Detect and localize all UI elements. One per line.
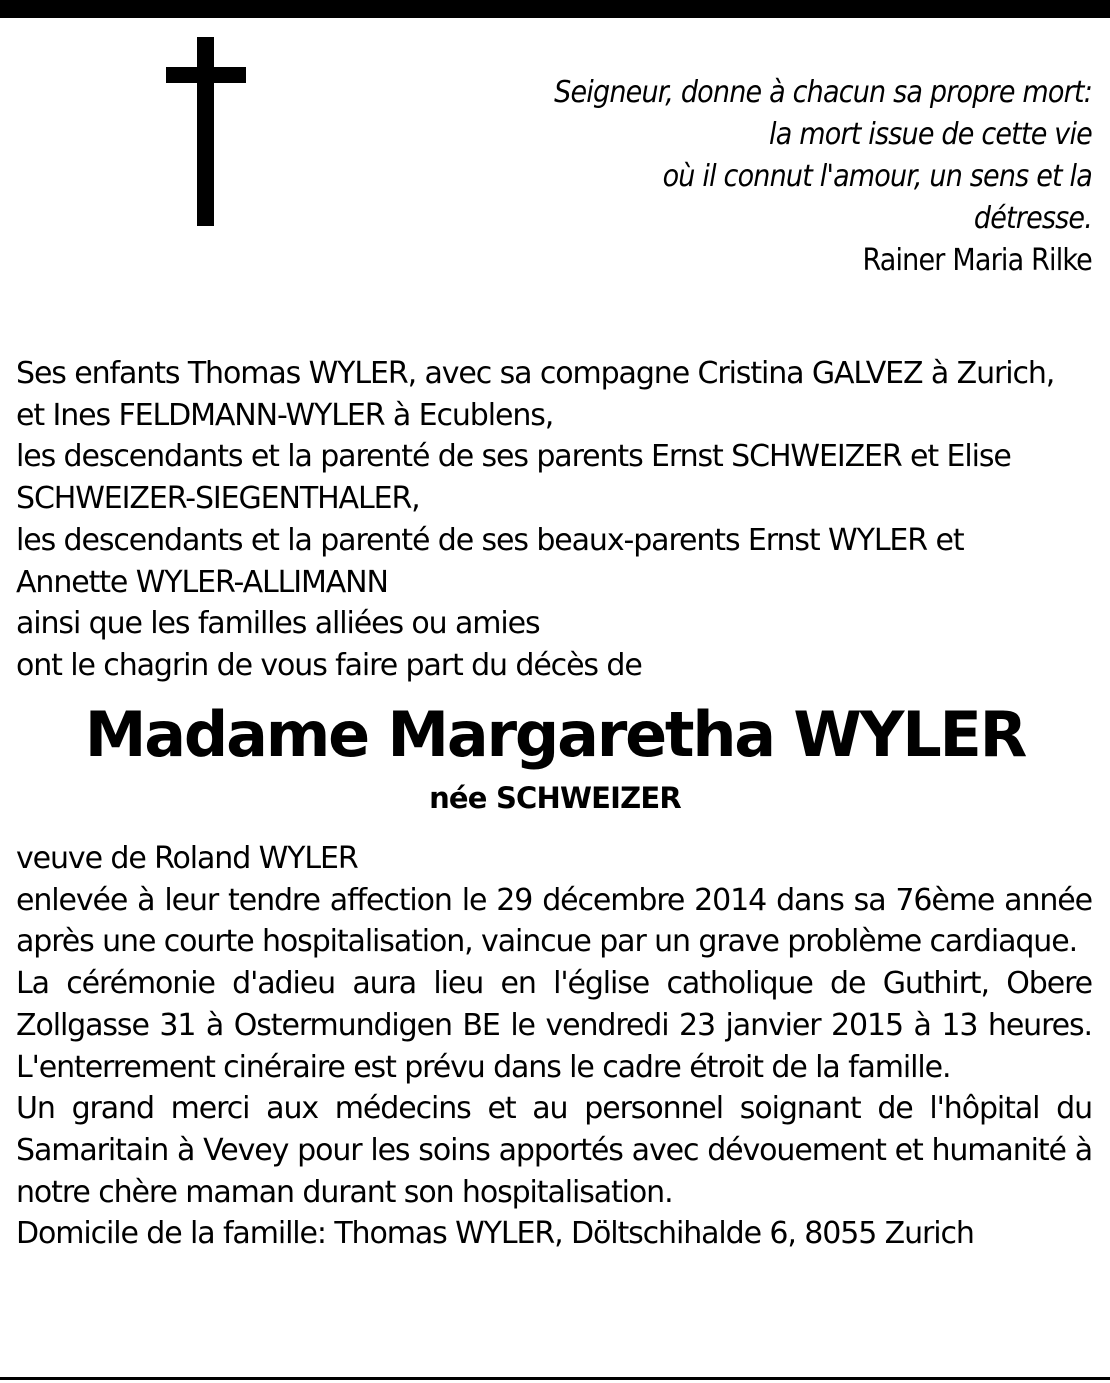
cross-icon xyxy=(166,37,246,227)
death-paragraph: enlevée à leur tendre affection le 29 décembre 2014 dans sa 76ème année après une courte hospitalisation, vaincue par un grave problème cardiaque. xyxy=(16,882,1092,960)
family-line: Ses enfants Thomas WYLER, avec sa compagne Cristina GALVEZ à Zurich, xyxy=(16,356,1055,391)
thanks-paragraph: Un grand merci aux médecins et au personnel soignant de l'hôpital du Samaritain à Vevey pour les soins apportés avec dévouement et humanité à notre chère maman durant son hospitalisation. xyxy=(16,1091,1092,1210)
quote-line: détresse. xyxy=(973,201,1092,236)
family-line: Annette WYLER-ALLIMANN xyxy=(16,564,388,600)
quote-line: la mort issue de cette vie xyxy=(769,117,1092,152)
quote-author: Rainer Maria Rilke xyxy=(862,243,1092,278)
family-line: ont le chagrin de vous faire part du décès de xyxy=(16,647,642,683)
ceremony-paragraph: La cérémonie d'adieu aura lieu en l'église catholique de Guthirt, Obere Zollgasse 31 à Ostermundigen BE le vendredi 23 janvier 2015 à 13 heures. L'enterrement cinéraire est prévu dans le cadre étroit de la famille. xyxy=(16,966,1092,1085)
family-line: les descendants et la parenté de ses parents Ernst SCHWEIZER et Elise xyxy=(16,439,1011,475)
epigraph-quote xyxy=(412,72,1092,282)
quote-line: Seigneur, donne à chacun sa propre mort: xyxy=(554,75,1092,110)
family-line: les descendants et la parenté de ses beaux-parents Ernst WYLER et xyxy=(16,522,964,558)
family-announcement xyxy=(16,353,1092,687)
deceased-name: Madame Margaretha WYLER xyxy=(84,698,1026,771)
widow-line: veuve de Roland WYLER xyxy=(16,841,358,876)
top-border-rule xyxy=(0,0,1110,18)
family-address: Domicile de la famille: Thomas WYLER, Döltschihalde 6, 8055 Zurich xyxy=(16,1216,974,1252)
deceased-maiden-name: née SCHWEIZER xyxy=(429,781,681,815)
family-line: et Ines FELDMANN-WYLER à Ecublens, xyxy=(16,397,554,433)
bottom-border-rule xyxy=(0,1377,1110,1380)
obituary-details xyxy=(16,838,1092,1255)
family-line: ainsi que les familles alliées ou amies xyxy=(16,606,540,642)
quote-line: où il connut l'amour, un sens et la xyxy=(662,159,1092,194)
family-line: SCHWEIZER-SIEGENTHALER, xyxy=(16,481,420,517)
